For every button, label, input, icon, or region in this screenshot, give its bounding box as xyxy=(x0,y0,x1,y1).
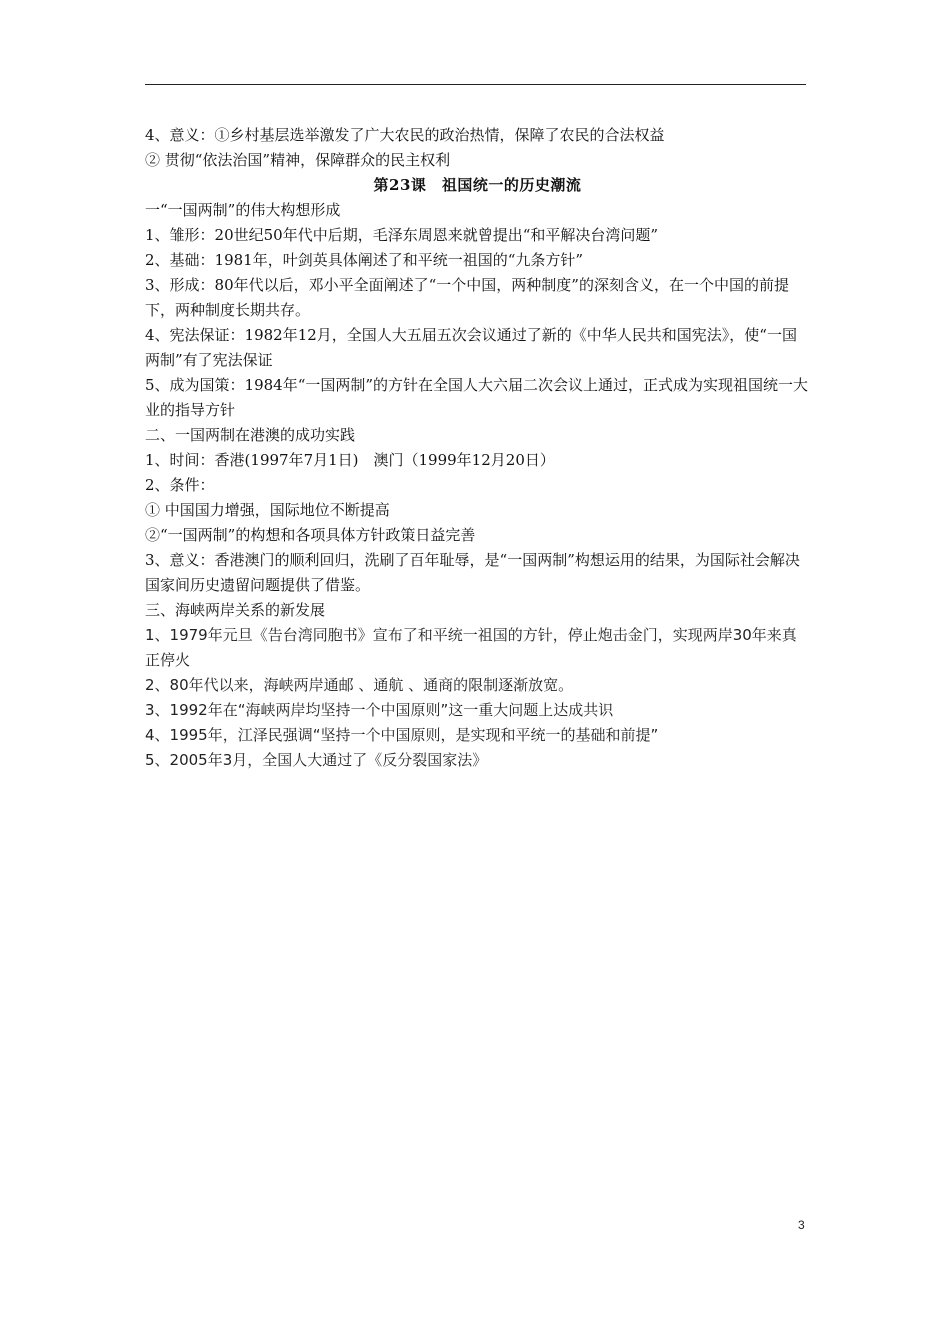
part1-heading: 一“一国两制”的伟大构想形成 xyxy=(145,201,341,219)
page-number: 3 xyxy=(798,1218,805,1232)
prev-section-line-2: ② 贯彻“依法治国”精神，保障群众的民主权利 xyxy=(145,151,451,169)
part3-item-5: 5、2005年3月，全国人大通过了《反分裂国家法》 xyxy=(145,751,488,769)
part3-item-3: 3、1992年在“海峡两岸均坚持一个中国原则”这一重大问题上达成共识 xyxy=(145,701,614,719)
part1-item-3: 3、形成：80年代以后，邓小平全面阐述了“一个中国，两种制度”的深刻含义，在一个中国的前提下，两种制度长期共存。 xyxy=(145,276,789,319)
part2-line-5: 3、意义：香港澳门的顺利回归，洗刷了百年耻辱，是“一国两制”构想运用的结果，为国际社会解决国家间历史遗留问题提供了借鉴。 xyxy=(145,551,800,594)
header-rule xyxy=(145,84,806,85)
part2-line-3: ① 中国国力增强，国际地位不断提高 xyxy=(145,501,390,519)
prev-section-line-1: 4、意义：①乡村基层选举激发了广大农民的政治热情，保障了农民的合法权益 xyxy=(145,126,665,144)
part3-item-2: 2、80年代以来，海峡两岸通邮 、通航 、通商的限制逐渐放宽。 xyxy=(145,676,574,694)
pasted-text-block xyxy=(145,623,810,773)
part3-item-4: 4、1995年，江泽民强调“坚持一个中国原则，是实现和平统一的基础和前提” xyxy=(145,726,659,744)
part1-item-4: 4、宪法保证：1982年12月，全国人大五届五次会议通过了新的《中华人民共和国宪法》，使“一国两制”有了宪法保证 xyxy=(145,326,797,369)
part3-heading: 三、海峡两岸关系的新发展 xyxy=(145,601,326,619)
part2-heading: 二、一国两制在港澳的成功实践 xyxy=(145,426,356,444)
part1-item-1: 1、雏形：20世纪50年代中后期，毛泽东周恩来就曾提出“和平解决台湾问题” xyxy=(145,226,659,244)
part2-line-1: 1、时间：香港(1997年7月1日) 澳门（1999年12月20日） xyxy=(145,451,555,469)
part1-item-2: 2、基础：1981年，叶剑英具体阐述了和平统一祖国的“九条方针” xyxy=(145,251,584,269)
lesson-title: 第23课 祖国统一的历史潮流 xyxy=(373,176,582,194)
part2-line-2: 2、条件： xyxy=(145,476,215,494)
part1-item-5: 5、成为国策：1984年“一国两制”的方针在全国人大六届二次会议上通过，正式成为实现祖国统一大业的指导方针 xyxy=(145,376,809,419)
document-body xyxy=(145,123,810,773)
part2-line-4: ②“一国两制”的构想和各项具体方针政策日益完善 xyxy=(145,526,476,544)
part3-item-1: 1、1979年元旦《告台湾同胞书》宣布了和平统一祖国的方针，停止炮击金门，实现两岸30年来真正停火 xyxy=(145,626,797,669)
